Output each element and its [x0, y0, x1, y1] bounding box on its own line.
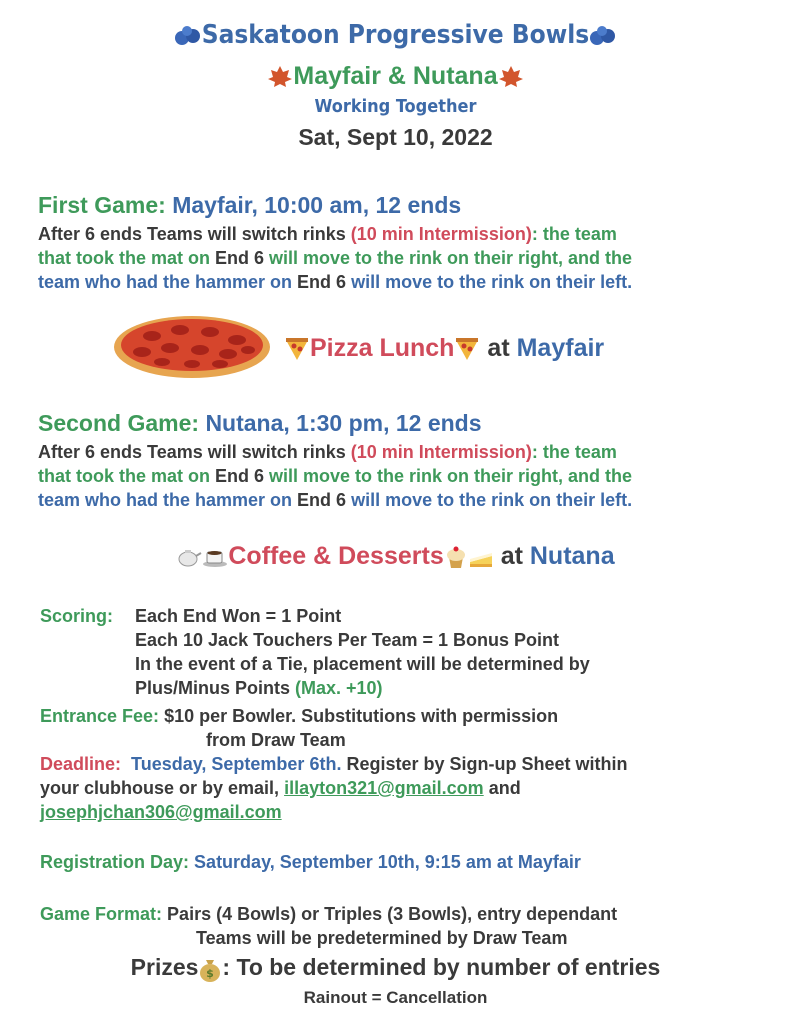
second-game-details: Nutana, 1:30 pm, 12 ends	[205, 410, 482, 436]
scoring-rule: Each End Won = 1 Point	[135, 606, 342, 626]
dessert-at: at	[500, 542, 523, 570]
event-date: Sat, Sept 10, 2022	[298, 124, 493, 150]
clubs-line	[0, 62, 791, 91]
teapot-icon	[176, 546, 202, 568]
first-game-instructions: After 6 ends Teams will switch rinks (10 min Intermission): the team that took the mat on End 6 will move to the rink on their right, and the team who had the hammer on End 6 will move to the rink on their left.	[38, 224, 633, 292]
lunch-venue: Mayfair	[516, 334, 605, 362]
scoring-rule: Plus/Minus Points (Max. +10)	[135, 678, 383, 698]
deadline-date: Tuesday, September 6th.	[131, 754, 342, 774]
pizza-slice-icon	[284, 337, 310, 361]
coffee-desserts-label: Coffee & Desserts	[228, 542, 444, 570]
entrance-label: Entrance Fee:	[40, 706, 160, 726]
format-line1: Pairs (4 Bowls) or Triples (3 Bowls), entry dependant	[167, 904, 618, 924]
event-title-text: Saskatoon Progressive Bowls	[201, 20, 590, 50]
entrance-line2: from Draw Team	[206, 730, 346, 750]
scoring-rule: Each 10 Jack Touchers Per Team = 1 Bonus Point	[135, 630, 559, 650]
pizza-icon	[112, 314, 272, 380]
pizza-lunch-line	[284, 334, 604, 363]
maple-leaf-icon	[498, 65, 524, 89]
maple-leaf-icon	[267, 65, 293, 89]
email-link[interactable]: illayton321@gmail.com	[284, 778, 484, 798]
pizza-slice-icon	[454, 337, 480, 361]
registration-value: Saturday, September 10th, 9:15 am at Mayfair	[194, 852, 581, 872]
second-game-instructions: After 6 ends Teams will switch rinks (10 min Intermission): the team that took the mat on End 6 will move to the rink on their right, and the team who had the hammer on End 6 will move to the rink on their left.	[38, 442, 633, 510]
event-title	[0, 20, 791, 50]
scoring-section	[40, 604, 134, 628]
tagline: Working Together	[314, 96, 477, 117]
coffee-cup-icon	[202, 546, 228, 568]
pizza-lunch-label: Pizza Lunch	[310, 334, 455, 362]
scoring-rule: In the event of a Tie, placement will be determined by	[135, 654, 590, 674]
lunch-at: at	[487, 334, 510, 362]
second-game-label: Second Game:	[38, 410, 200, 436]
format-label: Game Format:	[40, 904, 163, 924]
prizes-line	[0, 954, 791, 982]
prizes-text: : To be determined by number of entries	[222, 954, 661, 980]
money-bag-icon	[198, 956, 222, 982]
cake-slice-icon	[468, 546, 494, 568]
scoring-rules	[135, 604, 590, 700]
dessert-venue: Nutana	[529, 542, 615, 570]
registration-day	[40, 850, 581, 874]
scoring-label: Scoring:	[40, 606, 114, 626]
email-link[interactable]: josephjchan306@gmail.com	[40, 802, 282, 822]
coffee-desserts-line	[0, 542, 791, 571]
format-line2: Teams will be predetermined by Draw Team	[196, 928, 568, 948]
cupcake-icon	[444, 545, 468, 569]
svg-text:$: $	[206, 966, 215, 980]
entrance-line1: $10 per Bowler. Substitutions with permission	[164, 706, 559, 726]
deadline-section: Deadline: Tuesday, September 6th. Register by Sign-up Sheet within your clubhouse or by email, illayton321@gmail.com and josephjchan306@gmail.com	[40, 754, 628, 822]
game-format	[40, 902, 617, 926]
rainout-note: Rainout = Cancellation	[303, 988, 488, 1007]
entrance-fee	[40, 704, 558, 728]
prizes-label: Prizes	[130, 954, 199, 980]
second-game-heading	[38, 410, 781, 437]
first-game-details: Mayfair, 10:00 am, 12 ends	[172, 192, 462, 218]
first-game-label: First Game:	[38, 192, 166, 218]
clubs-text: Mayfair & Nutana	[293, 62, 498, 90]
first-game-heading	[38, 192, 781, 219]
blueberries-icon	[589, 25, 617, 47]
deadline-label: Deadline:	[40, 754, 122, 774]
registration-label: Registration Day:	[40, 852, 190, 872]
blueberries-icon	[174, 25, 202, 47]
